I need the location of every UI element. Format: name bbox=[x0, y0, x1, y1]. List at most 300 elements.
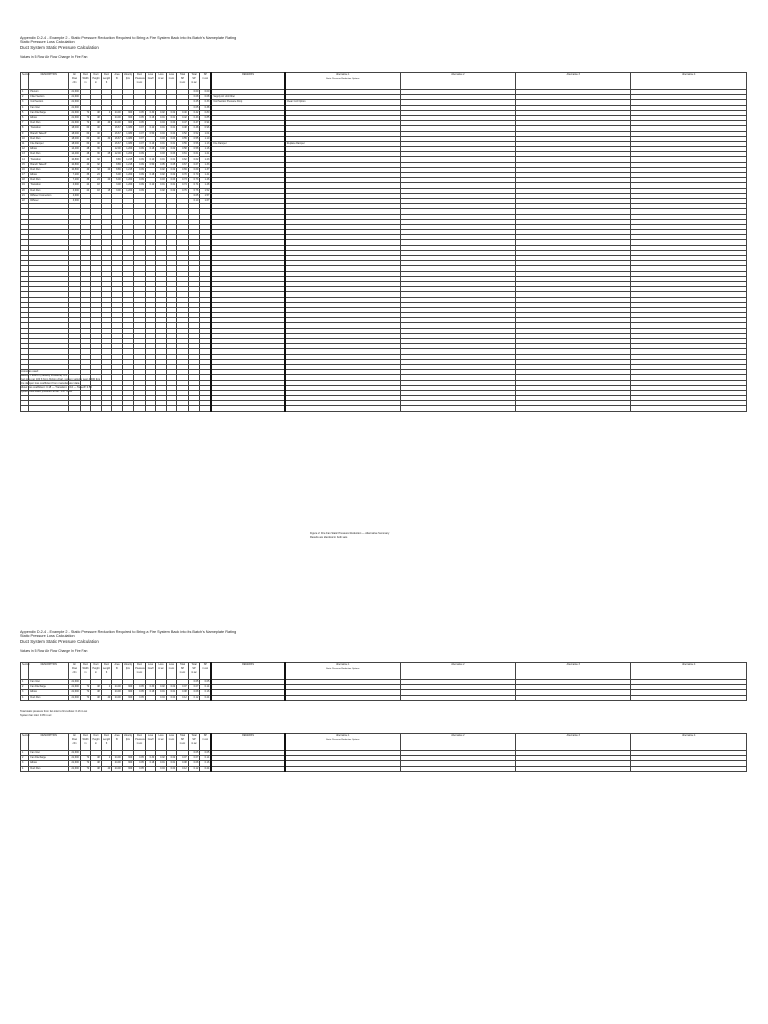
table-cell: 0.12 bbox=[177, 766, 189, 771]
table-cell: 0.05 bbox=[156, 162, 166, 167]
table-cell bbox=[400, 766, 515, 771]
column-header-label: Air Flow bbox=[71, 734, 78, 741]
table-cell: 1,080 bbox=[122, 126, 134, 131]
table-cell: 72 bbox=[80, 695, 90, 700]
table-cell: 21 bbox=[21, 193, 29, 198]
table-cell: 0.05 bbox=[134, 761, 146, 766]
table-cell: 900 bbox=[122, 690, 134, 695]
table-cell: Filter Section bbox=[29, 95, 69, 100]
table-cell: 15 bbox=[21, 162, 29, 167]
table-cell: 21,600 bbox=[69, 95, 81, 100]
table-cell: 0.09 bbox=[134, 157, 146, 162]
column-header-label: Total SP bbox=[191, 73, 197, 80]
table-cell: 0.73 bbox=[177, 178, 189, 183]
column-header-label: REMARKS bbox=[242, 734, 254, 737]
table-cell: 0.80 bbox=[200, 110, 212, 115]
column-header-label: Section bbox=[22, 73, 30, 76]
column-unit: in.wc bbox=[179, 81, 186, 84]
table-header-row bbox=[21, 734, 747, 751]
table-cell: 900 bbox=[122, 756, 134, 761]
table-cell: 0.03 bbox=[156, 178, 166, 183]
table-cell: 22 bbox=[21, 198, 29, 203]
table-cell: Duct Run bbox=[29, 136, 69, 141]
table-cell: Fan Discharge bbox=[29, 756, 69, 761]
table-cell-empty bbox=[200, 406, 212, 411]
column-header-label: Duct Pressure bbox=[135, 734, 145, 741]
table-cell: 18,000 bbox=[69, 126, 81, 131]
table-cell: 1,200 bbox=[122, 147, 134, 152]
table-cell: 4 bbox=[101, 685, 111, 690]
table-cell: 0.05 bbox=[134, 695, 146, 700]
table-cell bbox=[145, 695, 155, 700]
column-header bbox=[211, 734, 284, 751]
table-cell: 0.07 bbox=[177, 756, 189, 761]
table-cell: 1 bbox=[21, 90, 29, 95]
table-cell: 0.07 bbox=[134, 136, 146, 141]
table-cell: 3,600 bbox=[69, 193, 81, 198]
table-cell: Duct Run bbox=[29, 766, 69, 771]
column-unit: ft bbox=[105, 671, 108, 674]
table-cell: Plenum bbox=[29, 90, 69, 95]
column-header bbox=[101, 73, 111, 90]
table-cell: 40 bbox=[101, 766, 111, 771]
table-cell: 900 bbox=[122, 685, 134, 690]
column-header-label: Alternative 1 bbox=[336, 663, 350, 666]
table-cell: 0.01 bbox=[156, 141, 166, 146]
sheet2-note: Values in 5 Row Air Flow Change In Fire Fan bbox=[20, 648, 88, 653]
table-cell: 21,600 bbox=[69, 115, 81, 120]
column-header-label: Loss bbox=[158, 734, 164, 737]
column-header-label: Alternative 2 bbox=[451, 73, 465, 76]
table-cell: 48 bbox=[80, 147, 90, 152]
table-cell: 0.14 bbox=[200, 756, 212, 761]
table-cell: Elbow bbox=[29, 115, 69, 120]
column-header-label: Velocity bbox=[123, 663, 133, 666]
table-cell: Transition bbox=[29, 126, 69, 131]
table-cell: 0.04 bbox=[166, 766, 176, 771]
table-cell: 0.52 bbox=[188, 131, 200, 136]
table-cell: 0.61 bbox=[188, 152, 200, 157]
column-unit: in bbox=[95, 671, 97, 674]
table-cell: 2 bbox=[21, 685, 29, 690]
column-header-label: Loss bbox=[158, 663, 164, 666]
sheet2-table bbox=[20, 662, 747, 701]
column-header bbox=[211, 663, 284, 680]
column-header bbox=[29, 73, 69, 90]
table-cell: 1.33 bbox=[200, 162, 212, 167]
table-cell-empty bbox=[188, 406, 200, 411]
table-cell: 0.02 bbox=[156, 110, 166, 115]
table-cell: 0.02 bbox=[166, 188, 176, 193]
table-cell: 0.18 bbox=[145, 115, 155, 120]
table-cell: 1.37 bbox=[200, 167, 212, 172]
table-cell: Elbow bbox=[29, 690, 69, 695]
table-cell: 0.03 bbox=[156, 152, 166, 157]
table-cell bbox=[400, 695, 515, 700]
table-cell: 900 bbox=[122, 121, 134, 126]
column-header-label: Alternative 2 bbox=[451, 734, 465, 737]
column-header bbox=[91, 663, 101, 680]
table-cell: 1.10 bbox=[200, 136, 212, 141]
table-cell: 0.01 bbox=[156, 183, 166, 188]
table-cell: 7,200 bbox=[69, 173, 81, 178]
column-unit: in bbox=[84, 81, 87, 84]
table-cell: 0.03 bbox=[166, 136, 176, 141]
table-cell: Duct Run bbox=[29, 178, 69, 183]
table-cell: 0.04 bbox=[156, 695, 166, 700]
table-cell: 36 bbox=[91, 147, 101, 152]
table-cell: Duct Run bbox=[29, 695, 69, 700]
column-unit: in.wc bbox=[168, 667, 175, 670]
table-cell: Replace Damper bbox=[285, 141, 400, 146]
table-cell: 21,600 bbox=[69, 756, 81, 761]
table-cell-empty bbox=[134, 406, 146, 411]
column-header-label: Total SP bbox=[191, 663, 197, 670]
table-cell: 0.05 bbox=[188, 680, 200, 685]
footnotes bbox=[20, 370, 100, 394]
table-cell: 0.05 bbox=[134, 115, 146, 120]
table-cell: 60 bbox=[80, 136, 90, 141]
table-cell: 1.13 bbox=[200, 141, 212, 146]
table-cell: 24.00 bbox=[112, 690, 122, 695]
sheet2-header bbox=[20, 630, 236, 653]
column-header bbox=[400, 73, 515, 90]
table-cell: 0.01 bbox=[166, 157, 176, 162]
table-cell: 1.57 bbox=[200, 193, 212, 198]
column-header bbox=[166, 663, 176, 680]
table-cell: 0.67 bbox=[188, 162, 200, 167]
table-cell: 24 bbox=[91, 178, 101, 183]
column-header-label: Area bbox=[114, 73, 120, 76]
column-header bbox=[122, 734, 134, 751]
table-cell: 0.55 bbox=[177, 136, 189, 141]
table-cell: 0.01 bbox=[166, 183, 176, 188]
table-cell: 0.42 bbox=[177, 115, 189, 120]
table-cell: 40 bbox=[80, 157, 90, 162]
static-pressure-table bbox=[20, 733, 747, 772]
table-cell: 0.38 bbox=[200, 105, 212, 110]
table-cell: 0.04 bbox=[166, 695, 176, 700]
column-header bbox=[145, 734, 155, 751]
table-cell: 0.12 bbox=[188, 695, 200, 700]
column-header bbox=[91, 734, 101, 751]
column-header-label: Velocity bbox=[123, 734, 133, 737]
table-cell: 72 bbox=[80, 110, 90, 115]
column-unit: in.wc bbox=[136, 742, 143, 745]
table-cell: 8 bbox=[21, 126, 29, 131]
table-cell: Diffuser Connection bbox=[29, 193, 69, 198]
table-cell: 0.94 bbox=[200, 121, 212, 126]
table-cell: 4 bbox=[21, 766, 29, 771]
column-header-label: Alternative 1 bbox=[336, 734, 350, 737]
column-header bbox=[188, 663, 200, 680]
table-cell: 0.05 bbox=[188, 105, 200, 110]
table-cell: 0.08 bbox=[177, 690, 189, 695]
table-cell: Branch Takeoff bbox=[29, 131, 69, 136]
table-cell: 72 bbox=[80, 761, 90, 766]
table-cell: 10,800 bbox=[69, 167, 81, 172]
table-cell: 0.02 bbox=[166, 685, 176, 690]
table-cell: Elbow bbox=[29, 761, 69, 766]
table-cell-empty bbox=[112, 406, 122, 411]
table-cell: 48 bbox=[91, 766, 101, 771]
table-cell-empty bbox=[166, 406, 176, 411]
column-header bbox=[285, 663, 400, 680]
table-cell: Duct Run bbox=[29, 188, 69, 193]
table-cell: 0.05 bbox=[200, 680, 212, 685]
table-cell: Fan Inlet bbox=[29, 105, 69, 110]
table-cell: 0.09 bbox=[134, 178, 146, 183]
table-cell: 0.55 bbox=[188, 136, 200, 141]
table-cell: 0.48 bbox=[188, 126, 200, 131]
table-cell: 0.10 bbox=[145, 183, 155, 188]
table-cell: 0.07 bbox=[188, 756, 200, 761]
table-cell: 14 bbox=[21, 157, 29, 162]
table-cell: 0.02 bbox=[156, 756, 166, 761]
table-cell: 48 bbox=[91, 121, 101, 126]
table-cell: 8.89 bbox=[112, 157, 122, 162]
table-cell: 18,000 bbox=[69, 141, 81, 146]
column-unit: fpm bbox=[125, 77, 130, 80]
column-header bbox=[29, 734, 69, 751]
table-cell: 32 bbox=[91, 157, 101, 162]
table-cell: 1,215 bbox=[122, 157, 134, 162]
table-cell: 10 bbox=[21, 136, 29, 141]
column-header bbox=[166, 734, 176, 751]
column-unit: ft² bbox=[115, 738, 119, 741]
table-cell: 6.00 bbox=[112, 173, 122, 178]
table-cell: Fire Damper bbox=[211, 141, 284, 146]
column-header-label: Alternative 3 bbox=[566, 73, 580, 76]
table-cell: 24.00 bbox=[112, 115, 122, 120]
table-cell: 0.09 bbox=[134, 173, 146, 178]
table-cell-empty bbox=[400, 406, 515, 411]
table-cell: 3 bbox=[21, 761, 29, 766]
sheet1-subtitle: Duct System Static Pressure Calculation bbox=[20, 45, 99, 51]
table-cell: 0.05 bbox=[134, 121, 146, 126]
table-cell: 24 bbox=[80, 183, 90, 188]
table-cell: 1,080 bbox=[122, 136, 134, 141]
table-cell: 1,200 bbox=[122, 152, 134, 157]
table-cell: 3.00 bbox=[112, 188, 122, 193]
table-cell: 12 bbox=[21, 147, 29, 152]
table-cell: 60 bbox=[80, 131, 90, 136]
table-cell bbox=[631, 766, 747, 771]
table-cell: 30 bbox=[101, 136, 111, 141]
column-header-label: Total SP bbox=[191, 734, 197, 741]
table-cell: 0.85 bbox=[200, 115, 212, 120]
table-cell: 0.69 bbox=[188, 167, 200, 172]
table-cell: 12.00 bbox=[112, 147, 122, 152]
table-cell: 0.01 bbox=[156, 761, 166, 766]
table-cell: 40 bbox=[91, 136, 101, 141]
table-cell: 13 bbox=[21, 152, 29, 157]
column-unit: ft bbox=[105, 81, 108, 84]
table-cell: 0.56 bbox=[177, 141, 189, 146]
table-cell: 72 bbox=[80, 685, 90, 690]
table-cell: 10,800 bbox=[69, 162, 81, 167]
table-cell: 0.40 bbox=[177, 110, 189, 115]
table-cell: 0.07 bbox=[177, 685, 189, 690]
column-unit: in.wc bbox=[191, 81, 197, 84]
table-cell bbox=[211, 695, 284, 700]
table-cell: 40 bbox=[91, 141, 101, 146]
table-cell: 48 bbox=[91, 115, 101, 120]
table-cell: 16.67 bbox=[112, 141, 122, 146]
table-cell: 32 bbox=[91, 162, 101, 167]
column-header-label: Area bbox=[114, 663, 120, 666]
table-cell: 21,600 bbox=[69, 695, 81, 700]
column-header bbox=[101, 663, 111, 680]
table-cell: 0.01 bbox=[156, 126, 166, 131]
table-cell: 0.02 bbox=[156, 188, 166, 193]
table-cell: 21,600 bbox=[69, 766, 81, 771]
table-cell: 72 bbox=[80, 690, 90, 695]
column-header-label: REMARKS bbox=[242, 663, 254, 666]
column-unit: cfm bbox=[72, 742, 77, 745]
table-cell: 40 bbox=[101, 121, 111, 126]
sheet1-title1: Appendix D.2-4 - Example 2 - Static Pressure Reduction Required to Bring a Fire System Back into its Batch's Nameplate Rating bbox=[20, 36, 237, 40]
sheet1-table bbox=[20, 72, 747, 412]
table-cell: 48 bbox=[91, 110, 101, 115]
table-cell: 900 bbox=[122, 110, 134, 115]
table-cell: 0.03 bbox=[156, 136, 166, 141]
note-line: Footnotes used: bbox=[20, 370, 39, 373]
table-cell: 0.07 bbox=[188, 685, 200, 690]
column-unit: cfm bbox=[72, 671, 77, 674]
table-cell: 0.05 bbox=[200, 751, 212, 756]
table-cell: 9 bbox=[21, 131, 29, 136]
table-cell bbox=[285, 695, 400, 700]
group-header: Static Pressure Reduction Options bbox=[325, 739, 360, 741]
column-header bbox=[285, 734, 400, 751]
table-cell-empty bbox=[631, 406, 747, 411]
table-cell: 0.30 bbox=[145, 756, 155, 761]
table-cell: 0.19 bbox=[145, 141, 155, 146]
column-header bbox=[29, 663, 69, 680]
note-line: Figure 2: Fire Fan Static Pressure Reduction — Alternative Summary bbox=[310, 532, 390, 535]
note-line: System total static pressure at fan: 1.67 in.wc bbox=[20, 390, 73, 393]
table-cell: 14,400 bbox=[69, 147, 81, 152]
table-cell: 0.24 bbox=[200, 766, 212, 771]
table-cell: Elbow bbox=[29, 147, 69, 152]
column-header-label: Duct Length bbox=[102, 663, 111, 670]
table-cell: 40 bbox=[80, 167, 90, 172]
column-header bbox=[21, 734, 29, 751]
table-cell-empty bbox=[145, 406, 155, 411]
table-cell: 0.09 bbox=[134, 152, 146, 157]
table-cell: 21,600 bbox=[69, 751, 81, 756]
table-cell: 0.52 bbox=[177, 131, 189, 136]
column-header bbox=[516, 734, 631, 751]
table-cell: 0.69 bbox=[177, 167, 189, 172]
table-cell: 0.70 bbox=[177, 173, 189, 178]
table-cell: 4 bbox=[101, 110, 111, 115]
column-header bbox=[112, 663, 122, 680]
table-cell: 0.18 bbox=[145, 173, 155, 178]
table-cell: 21,600 bbox=[69, 685, 81, 690]
table-cell: 0.02 bbox=[156, 147, 166, 152]
table-cell: 0.30 bbox=[145, 110, 155, 115]
table-cell: 0.01 bbox=[156, 115, 166, 120]
sheet1-note: Values in 5 Row Air Flow Change In Fire Fan bbox=[20, 54, 88, 59]
note-line: Total static pressure from fan inlet to first elbow: 0.16 in.wc bbox=[20, 710, 88, 713]
column-header bbox=[200, 663, 212, 680]
column-unit: ft² bbox=[115, 667, 119, 670]
column-header bbox=[145, 73, 155, 90]
table-cell: 0.01 bbox=[166, 761, 176, 766]
table-cell: 14,400 bbox=[69, 152, 81, 157]
table-cell: 0.16 bbox=[200, 690, 212, 695]
column-header bbox=[80, 734, 90, 751]
table-cell: Fan Discharge bbox=[29, 110, 69, 115]
table-cell: 72 bbox=[80, 121, 90, 126]
table-cell: 16.67 bbox=[112, 136, 122, 141]
table-cell: 1,215 bbox=[122, 162, 134, 167]
table-cell: 0.76 bbox=[177, 188, 189, 193]
column-header-label: Duct Height bbox=[92, 734, 100, 741]
table-cell: 0.24 bbox=[200, 695, 212, 700]
table-cell: 900 bbox=[122, 761, 134, 766]
table-cell: 0.04 bbox=[166, 131, 176, 136]
table-cell: 10,800 bbox=[69, 157, 81, 162]
table-cell: 40 bbox=[101, 695, 111, 700]
table-cell: 20 bbox=[101, 167, 111, 172]
table-cell: 24.00 bbox=[112, 121, 122, 126]
table-cell: 0.25 bbox=[188, 100, 200, 105]
column-header bbox=[145, 663, 155, 680]
column-header-label: Air Flow bbox=[71, 663, 78, 670]
table-cell: 0.18 bbox=[145, 690, 155, 695]
table-cell: 0.18 bbox=[145, 147, 155, 152]
table-cell: 3 bbox=[21, 690, 29, 695]
table-cell: 0.10 bbox=[145, 157, 155, 162]
table-cell: 1,200 bbox=[122, 178, 134, 183]
column-header bbox=[80, 663, 90, 680]
table-cell: 4 bbox=[21, 695, 29, 700]
table-cell: 1.04 bbox=[200, 131, 212, 136]
static-pressure-table bbox=[20, 662, 747, 701]
table-cell: 0.12 bbox=[177, 695, 189, 700]
column-header-label: Loss Coeff bbox=[147, 73, 154, 80]
table-cell: 0.05 bbox=[166, 162, 176, 167]
column-header-label: Velocity bbox=[123, 73, 133, 76]
table-cell: 1,200 bbox=[122, 173, 134, 178]
table-cell: 0.05 bbox=[134, 685, 146, 690]
table-cell: Diffuser bbox=[29, 198, 69, 203]
table-cell: 2 bbox=[21, 756, 29, 761]
table-cell: 20 bbox=[21, 188, 29, 193]
table-cell: 0.96 bbox=[200, 126, 212, 131]
column-header bbox=[177, 734, 189, 751]
column-header-label: Loss bbox=[158, 73, 164, 76]
table-cell: 1,200 bbox=[122, 188, 134, 193]
table-cell: Fan Inlet bbox=[29, 751, 69, 756]
table-cell: 0.09 bbox=[134, 147, 146, 152]
table-cell: 19 bbox=[21, 183, 29, 188]
table-cell: 18,000 bbox=[69, 136, 81, 141]
table-cell-empty bbox=[211, 406, 284, 411]
column-header-label: SP bbox=[203, 73, 207, 76]
table-cell: 900 bbox=[122, 766, 134, 771]
table-row-empty bbox=[21, 406, 747, 411]
table-cell: 1.67 bbox=[200, 198, 212, 203]
column-unit: in.wc bbox=[202, 738, 209, 741]
sheet3-table bbox=[20, 733, 747, 772]
table-cell-empty bbox=[177, 406, 189, 411]
table-cell: 12.00 bbox=[112, 152, 122, 157]
column-unit: in bbox=[95, 81, 97, 84]
